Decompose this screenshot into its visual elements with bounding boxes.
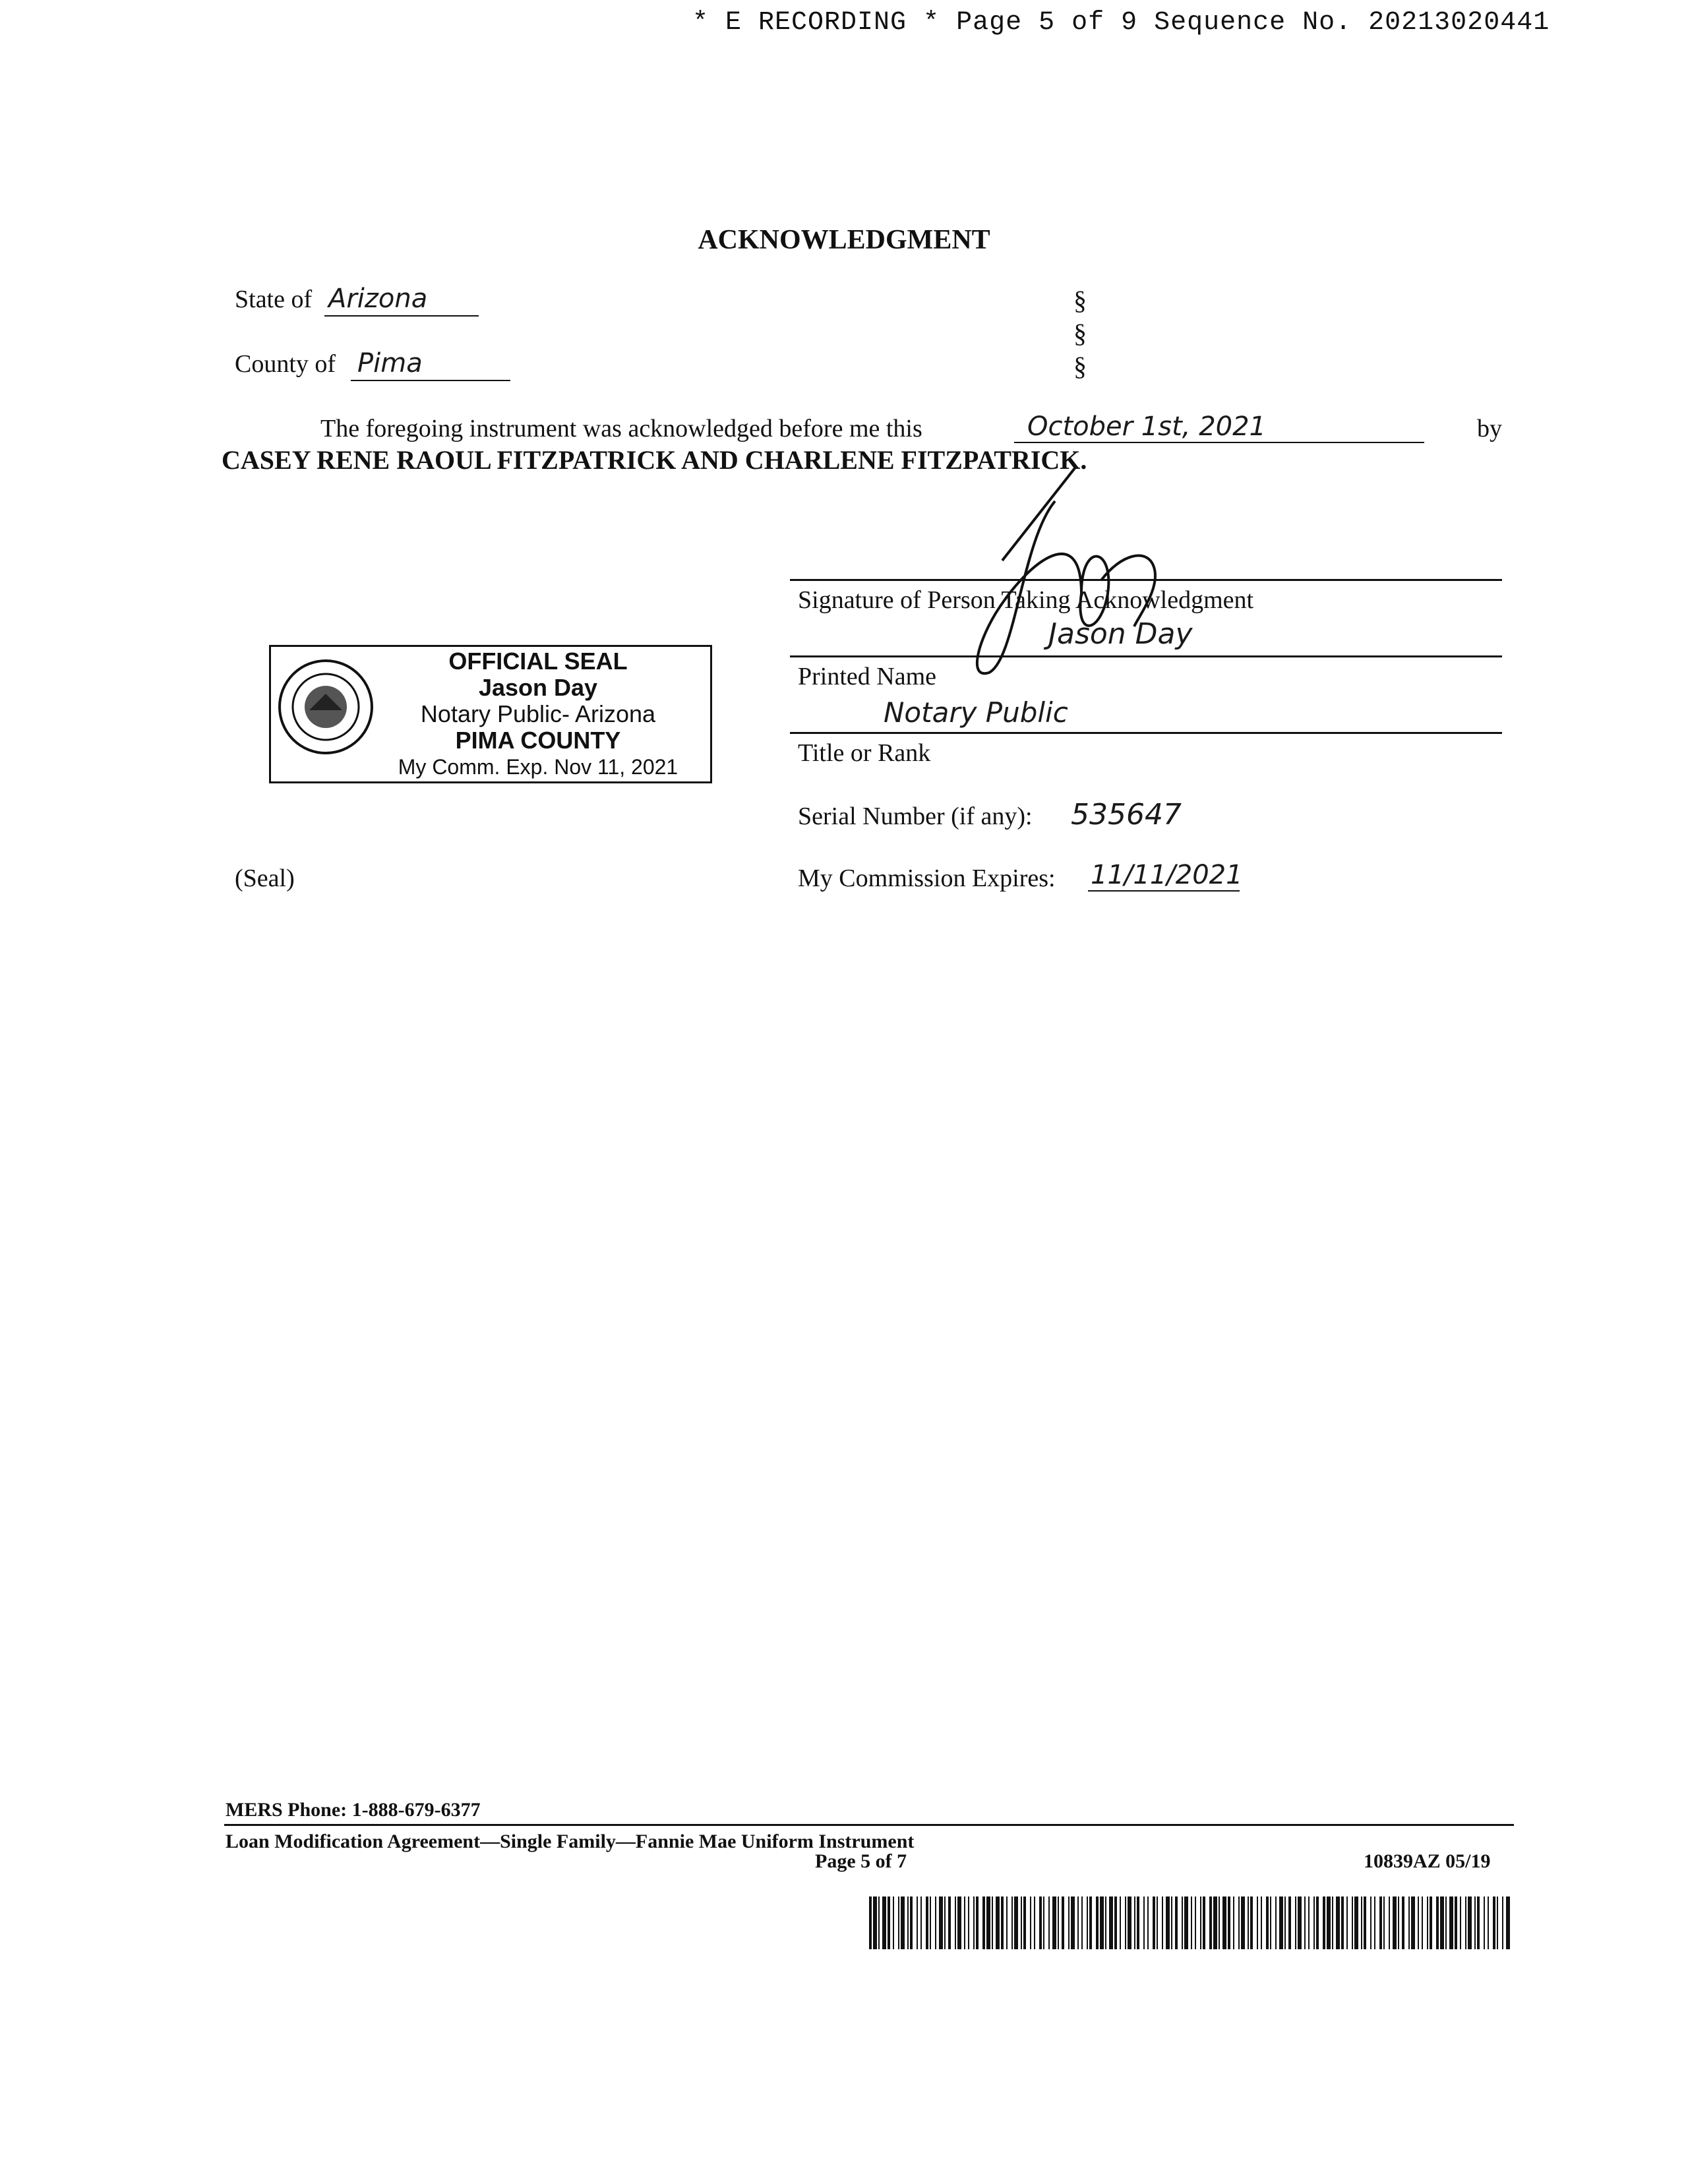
barcode-bar [1006,1896,1008,1949]
barcode-bar [996,1896,1000,1949]
barcode-bar [1191,1896,1192,1949]
barcode-bar [1125,1896,1126,1949]
barcode-bar [1497,1896,1498,1949]
barcode-bar [986,1896,990,1949]
barcode-bar [955,1896,956,1949]
state-field [324,284,479,317]
title-line [790,732,1502,734]
commission-field [1088,860,1243,892]
barcode-bar [1398,1896,1399,1949]
barcode-bar [1474,1896,1476,1949]
barcode-bar [1418,1896,1419,1949]
barcode-bar [1105,1896,1106,1949]
barcode-bar [1100,1896,1104,1949]
barcode-bar [1506,1896,1510,1949]
barcode-bar [1030,1896,1031,1949]
barcode-bar [992,1896,993,1949]
title-handwritten-value: Notary Public [884,696,1068,729]
barcode-bar [1402,1896,1404,1949]
barcode-bar [1436,1896,1439,1949]
barcode-bar [1014,1896,1018,1949]
barcode-bar [1062,1896,1064,1949]
barcode-bar [944,1896,946,1949]
form-code: 10839AZ 05/19 [1364,1850,1491,1872]
barcode-bar [1209,1896,1212,1949]
barcode-bar [1430,1896,1432,1949]
barcode-bar [1128,1896,1131,1949]
barcode-bar [1261,1896,1262,1949]
barcode-bar [1195,1896,1196,1949]
barcode-bar [964,1896,965,1949]
barcode-bar [1266,1896,1269,1949]
barcode-bar [1175,1896,1178,1949]
barcode-bar [1427,1896,1428,1949]
barcode-bar [1143,1896,1145,1949]
barcode-bar [1071,1896,1075,1949]
barcode-bar [1488,1896,1489,1949]
barcode-bar [1295,1896,1296,1949]
barcode-bar [1219,1896,1220,1949]
barcode-bar [907,1896,909,1949]
barcode-bar [1120,1896,1121,1949]
barcode-bar [888,1896,890,1949]
barcode-bar [926,1896,928,1949]
state-seal-emblem [276,657,375,756]
date-field [1014,411,1424,443]
barcode-bar [1284,1896,1286,1949]
document-title: ACKNOWLEDGMENT [698,225,990,255]
barcode-bar [1354,1896,1358,1949]
barcode-bar [1043,1896,1044,1949]
barcode-bar [1184,1896,1188,1949]
signature-label: Signature of Person Taking Acknowledgment [798,586,1254,614]
barcode-bar [1411,1896,1415,1949]
barcode-bar [1346,1896,1348,1949]
barcode-bar [957,1896,961,1949]
barcode-bar [1039,1896,1042,1949]
barcode-bar [1147,1896,1149,1949]
title-label: Title or Rank [798,739,931,767]
barcode-bar [1182,1896,1183,1949]
barcode-bar [1449,1896,1453,1949]
barcode-bar [901,1896,905,1949]
barcode-bar [1058,1896,1059,1949]
barcode-bar [1374,1896,1375,1949]
barcode-bar [1241,1896,1245,1949]
barcode-bar [1203,1896,1205,1949]
state-label: State of [235,286,313,313]
section-symbol: § [1073,286,1087,315]
barcode-bar [898,1896,899,1949]
barcode-bar [910,1896,913,1949]
barcode-bar [982,1896,985,1949]
barcode-bar [1200,1896,1201,1949]
official-seal-stamp [269,645,712,783]
barcode-bar [1460,1896,1461,1949]
barcode-bar [1134,1896,1135,1949]
footer-rule [224,1824,1514,1826]
state-handwritten-value: Arizona [328,284,428,314]
barcode-bar [1222,1896,1226,1949]
barcode-bar [878,1896,880,1949]
barcode-bar [893,1896,894,1949]
barcode-bar [1440,1896,1444,1949]
barcode-bar [1023,1896,1026,1949]
barcode-bar [1275,1896,1277,1949]
barcode-bar [1316,1896,1319,1949]
printed-name-label: Printed Name [798,663,937,690]
by-word: by [1477,415,1502,442]
barcode-bar [882,1896,886,1949]
barcode-bar [1364,1896,1366,1949]
section-symbol: § [1073,351,1087,381]
barcode-bar [1445,1896,1447,1949]
barcode-bar [1137,1896,1139,1949]
section-symbol: § [1073,318,1087,348]
barcode-bar [1465,1896,1466,1949]
barcode-bar [1379,1896,1382,1949]
barcode-bar [1048,1896,1050,1949]
commission-handwritten-value: 11/11/2021 [1091,860,1243,890]
barcode-bar [968,1896,969,1949]
barcode-bar [1323,1896,1325,1949]
barcode-bar [1455,1896,1457,1949]
barcode-bar [1077,1896,1079,1949]
barcode-bar [869,1896,872,1949]
barcode-bar [1298,1896,1302,1949]
barcode-bar [1109,1896,1113,1949]
barcode-bar [1332,1896,1333,1949]
barcode-bar [1011,1896,1013,1949]
barcode-bar [920,1896,922,1949]
barcode-bar [1370,1896,1372,1949]
barcode-bar [1257,1896,1258,1949]
seal-line-notary: Notary Public- Arizona [420,700,656,727]
barcode-bar [939,1896,943,1949]
barcode-bar [1034,1896,1035,1949]
barcode-bar [1288,1896,1291,1949]
printed-name-line [790,655,1502,657]
signature-line [790,579,1502,581]
barcode-bar [1341,1896,1344,1949]
barcode-bar [1096,1896,1099,1949]
barcode-bar [1308,1896,1310,1949]
county-handwritten-value: Pima [357,348,423,379]
barcode-bar [1313,1896,1315,1949]
seal-line-expiry: My Comm. Exp. Nov 11, 2021 [398,755,678,779]
barcode-bar [1213,1896,1217,1949]
barcode-image [869,1896,1511,1949]
barcode-bar [1279,1896,1283,1949]
barcode-bar [1493,1896,1495,1949]
barcode-bar [1166,1896,1170,1949]
barcode-bar [873,1896,877,1949]
date-handwritten-value: October 1st, 2021 [1027,411,1266,442]
barcode-bar [1238,1896,1240,1949]
form-title: Loan Modification Agreement—Single Family—Fannie Mae Uniform Instrument [226,1831,915,1852]
barcode-bar [1468,1896,1472,1949]
barcode-bar [1068,1896,1070,1949]
page-number: Page 5 of 7 [815,1850,907,1872]
commission-label: My Commission Expires: [798,864,1056,892]
seal-label: (Seal) [235,864,295,892]
barcode-bar [1087,1896,1088,1949]
barcode-bar [1171,1896,1172,1949]
barcode-bar [1422,1896,1423,1949]
foregoing-text: The foregoing instrument was acknowledged before me this [320,415,922,442]
barcode-bar [1393,1896,1397,1949]
barcode-bar [917,1896,918,1949]
serial-number-label: Serial Number (if any): [798,803,1033,830]
serial-number-handwritten-value: 535647 [1071,798,1182,832]
barcode-bar [973,1896,975,1949]
barcode-bar [1484,1896,1485,1949]
printed-name-handwritten-value: Jason Day [1048,617,1193,651]
barcode-bar [1477,1896,1480,1949]
barcode-bar [1502,1896,1503,1949]
barcode-bar [1361,1896,1362,1949]
barcode-bar [1270,1896,1271,1949]
barcode-bar [1021,1896,1022,1949]
barcode-bar [1304,1896,1306,1949]
barcode-bar [1389,1896,1390,1949]
barcode-bar [1114,1896,1117,1949]
barcode-bar [1157,1896,1158,1949]
recording-header: * E RECORDING * Page 5 of 9 Sequence No. 20213020441 [692,8,1550,38]
barcode-bar [1408,1896,1410,1949]
county-label: County of [235,350,336,378]
barcode-bar [1336,1896,1340,1949]
parties-names: CASEY RENE RAOUL FITZPATRICK AND CHARLENE FITZPATRICK. [222,445,1087,475]
seal-line-county: PIMA COUNTY [455,727,621,754]
barcode-bar [1383,1896,1385,1949]
barcode-bar [1250,1896,1253,1949]
barcode-bar [1352,1896,1353,1949]
mers-phone: MERS Phone: 1-888-679-6377 [226,1799,481,1821]
barcode-bar [1233,1896,1234,1949]
barcode-bar [1162,1896,1163,1949]
barcode-bar [948,1896,951,1949]
barcode-bar [1248,1896,1249,1949]
barcode-bar [1327,1896,1331,1949]
county-field [351,348,510,381]
barcode-bar [976,1896,979,1949]
barcode-bar [930,1896,931,1949]
seal-line-official: OFFICIAL SEAL [448,648,628,675]
barcode-bar [1081,1896,1083,1949]
barcode-bar [1228,1896,1230,1949]
barcode-bar [1089,1896,1092,1949]
barcode-bar [1153,1896,1155,1949]
barcode-bar [935,1896,936,1949]
barcode-bar [1001,1896,1004,1949]
seal-line-name: Jason Day [478,674,598,701]
barcode-bar [1052,1896,1056,1949]
